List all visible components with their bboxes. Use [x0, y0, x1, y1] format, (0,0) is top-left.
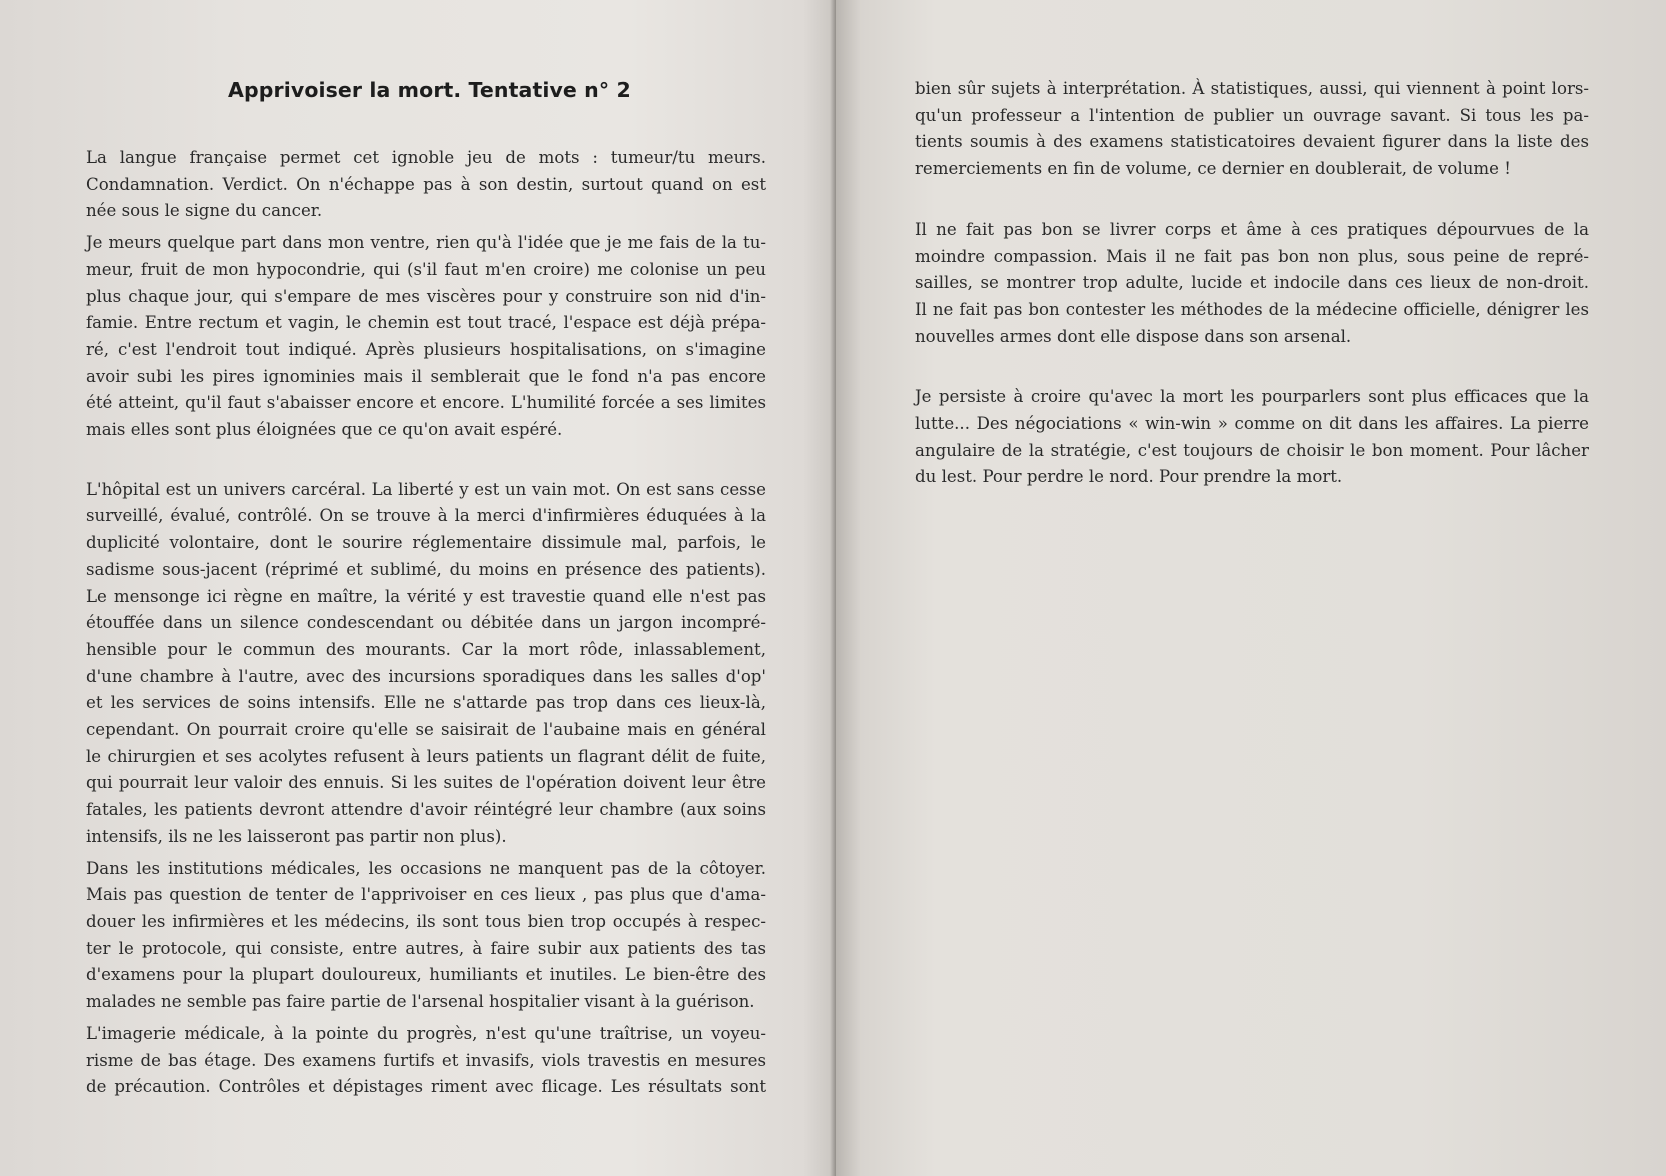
paragraph-8 [915, 384, 1589, 491]
text-line: duplicité volontaire, dont le sourire réglementaire dissimule mal, parfois, le [86, 533, 766, 553]
text-line: Il ne fait pas bon contester les méthodes de la médecine officielle, dénigrer les [915, 299, 1589, 319]
text-line: de précaution. Contrôles et dépistages riment avec flicage. Les résultats sont [86, 1077, 766, 1097]
text-line: angulaire de la stratégie, c'est toujours de choisir le bon moment. Pour lâcher [915, 440, 1589, 460]
text-line: du lest. Pour perdre le nord. Pour prendre la mort. [915, 467, 1343, 487]
text-line: plus chaque jour, qui s'empare de mes viscères pour y construire son nid d'in- [86, 286, 766, 306]
text-line: meur, fruit de mon hypocondrie, qui (s'il faut m'en croire) me colonise un peu [86, 259, 766, 279]
text-line: sadisme sous-jacent (réprimé et sublimé, du moins en présence des patients). [86, 559, 766, 579]
paragraph-7 [915, 217, 1589, 351]
text-line: Dans les institutions médicales, les occasions ne manquent pas de la côtoyer. [86, 858, 766, 878]
text-line: d'une chambre à l'autre, avec des incursions sporadiques dans les salles d'op' [86, 666, 766, 686]
text-line: L'imagerie médicale, à la pointe du progrès, n'est qu'une traîtrise, un voyeu- [86, 1023, 766, 1043]
text-line: La langue française permet cet ignoble jeu de mots : tumeur/tu meurs. [86, 148, 766, 167]
text-line: lutte... Des négociations « win-win » comme on dit dans les affaires. La pierre [915, 414, 1589, 434]
text-line: hensible pour le commun des mourants. Car la mort rôde, inlassablement, [86, 639, 766, 659]
text-line: ter le protocole, qui consiste, entre autres, à faire subir aux patients des tas [86, 938, 766, 958]
paragraph-3 [86, 477, 766, 851]
text-line: Mais pas question de tenter de l'apprivoiser en ces lieux , pas plus que d'ama- [86, 885, 766, 905]
text-line: le chirurgien et ses acolytes refusent à leurs patients un flagrant délit de fuite, [86, 746, 766, 766]
text-line: et les services de soins intensifs. Elle ne s'attarde pas trop dans ces lieux-là, [86, 693, 766, 713]
text-line: nouvelles armes dont elle dispose dans son arsenal. [915, 326, 1352, 346]
text-line: avoir subi les pires ignominies mais il semblerait que le fond n'a pas encore [86, 366, 766, 386]
paragraph-5 [86, 1021, 766, 1101]
right-page-text [915, 76, 1589, 491]
text-line: malades ne semble pas faire partie de l'arsenal hospitalier visant à la guérison. [86, 992, 755, 1012]
text-line: d'examens pour la plupart douloureux, humiliants et inutiles. Le bien-être des [86, 965, 766, 985]
text-line: famie. Entre rectum et vagin, le chemin est tout tracé, l'espace est déjà prépa- [86, 313, 766, 333]
text-line: étouffée dans un silence condescendant ou débitée dans un jargon incompré- [86, 613, 766, 633]
text-line: mais elles sont plus éloignées que ce qu'on avait espéré. [86, 420, 563, 440]
text-line: qu'un professeur a l'intention de publier un ouvrage savant. Si tous les pa- [915, 105, 1589, 125]
text-line: qui pourrait leur valoir des ennuis. Si les suites de l'opération doivent leur être [86, 773, 766, 793]
text-line: Je persiste à croire qu'avec la mort les pourparlers sont plus efficaces que la [915, 387, 1589, 407]
text-line: surveillé, évalué, contrôlé. On se trouve à la merci d'infirmières éduquées à la [86, 506, 766, 526]
left-page-text [86, 145, 766, 1101]
paragraph-2 [86, 230, 766, 444]
text-line: tients soumis à des examens statisticatoires devaient figurer dans la liste des [915, 132, 1589, 152]
chapter-title: Apprivoiser la mort. Tentative n° 2 [228, 78, 631, 102]
text-line: née sous le signe du cancer. [86, 201, 323, 221]
text-line: risme de bas étage. Des examens furtifs et invasifs, viols travestis en mesures [86, 1050, 766, 1070]
paragraph-1 [86, 145, 766, 225]
paragraph-4 [86, 856, 766, 1016]
text-line: Le mensonge ici règne en maître, la vérité y est travestie quand elle n'est pas [86, 586, 766, 606]
text-line: sailles, se montrer trop adulte, lucide et indocile dans ces lieux de non-droit. [915, 273, 1589, 293]
text-line: remerciements en fin de volume, ce dernier en doublerait, de volume ! [915, 159, 1511, 179]
text-line: intensifs, ils ne les laisseront pas partir non plus). [86, 826, 507, 846]
text-line: Je meurs quelque part dans mon ventre, rien qu'à l'idée que je me fais de la tu- [86, 233, 766, 253]
paragraph-6 [915, 76, 1589, 183]
text-line: L'hôpital est un univers carcéral. La liberté y est un vain mot. On est sans cesse [86, 479, 766, 499]
text-line: douer les infirmières et les médecins, ils sont tous bien trop occupés à respec- [86, 911, 766, 931]
text-line: ré, c'est l'endroit tout indiqué. Après plusieurs hospitalisations, on s'imagine [86, 339, 766, 359]
text-line: bien sûr sujets à interprétation. À statistiques, aussi, qui viennent à point lors- [915, 79, 1589, 98]
text-line: Condamnation. Verdict. On n'échappe pas à son destin, surtout quand on est [86, 174, 766, 194]
text-line: cependant. On pourrait croire qu'elle se saisirait de l'aubaine mais en général [86, 720, 766, 740]
text-line: moindre compassion. Mais il ne fait pas bon non plus, sous peine de repré- [915, 246, 1589, 266]
text-line: Il ne fait pas bon se livrer corps et âme à ces pratiques dépourvues de la [915, 219, 1589, 239]
text-line: fatales, les patients devront attendre d'avoir réintégré leur chambre (aux soins [86, 800, 766, 820]
text-line: été atteint, qu'il faut s'abaisser encore et encore. L'humilité forcée a ses limites [86, 393, 766, 413]
